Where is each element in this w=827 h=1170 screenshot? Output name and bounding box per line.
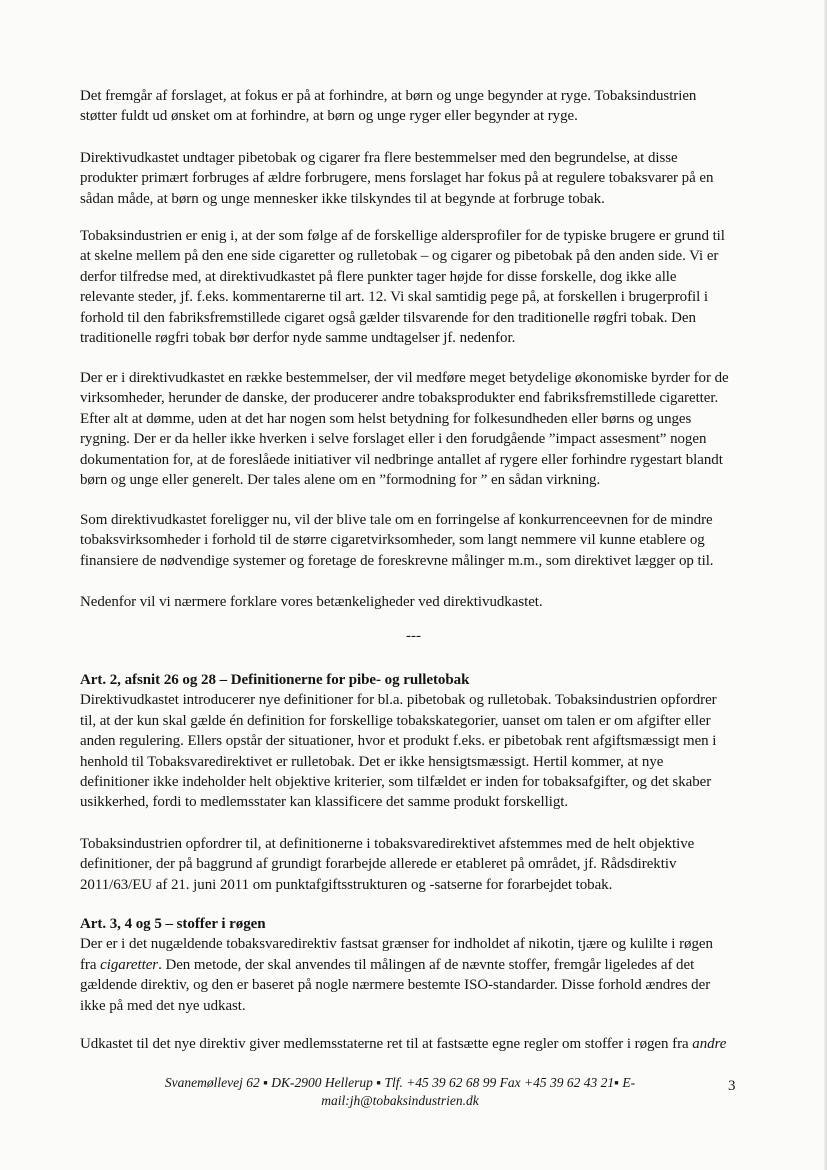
text-line: Direktivudkastet introducerer nye definitioner for bl.a. pibetobak og rulletobak. Tobaksindustrien opfordrer (80, 692, 717, 709)
text-line: forhold til den fabriksfremstillede cigaret også gælder tilsvarende for den traditionelle røgfri tobak. Den (80, 309, 696, 326)
text-line: anden regulering. Ellers opstår der situationer, hvor et produkt f.eks. er pibetobak rent afgiftsmæssigt men i (80, 733, 717, 750)
text-line: finansiere de nødvendige systemer og foretage de foreskrevne målinger m.m., som direktivet lægger op til. (80, 552, 714, 569)
section (80, 670, 750, 813)
text-line: Udkastet til det nye direktiv giver medlemsstaterne ret til at fastsætte egne regler om stoffer i røgen fra andre (80, 1036, 727, 1052)
section (80, 914, 750, 1016)
text-line: Tobaksindustrien er enig i, at der som følge af de forskellige aldersprofiler for de typiske brugere er grund til (80, 228, 725, 244)
text-line: rygning. Der er da heller ikke hverken i selve forslaget eller i den forudgående ”impact assesment” nogen (80, 431, 707, 448)
section-heading: Art. 3, 4 og 5 – stoffer i røgen (80, 916, 266, 932)
text-line: Der er i direktivudkastet en række bestemmelser, der vil medføre meget betydelige økonomiske byrder for de (80, 370, 729, 386)
paragraph (80, 86, 750, 127)
text-line: Nedenfor vil vi nærmere forklare vores betænkeligheder ved direktivudkastet. (80, 594, 543, 610)
paragraph (80, 834, 750, 895)
text-line: definitioner, der på baggrund af grundigt forarbejde allerede er etableret på området, jf. Rådsdirektiv (80, 856, 677, 873)
text-line: til, at der kun skal gælde én definition for forskellige tobakskategorier, uanset om talen er om afgifter eller (80, 712, 711, 729)
paragraph (80, 510, 750, 571)
text-line: fra cigaretter. Den metode, der skal anvendes til målingen af de nævnte stoffer, fremgår ligeledes af det (80, 956, 695, 973)
text-line: Det fremgår af forslaget, at fokus er på at forhindre, at børn og unge begynder at ryge. Tobaksindustrien (80, 88, 697, 104)
text-line: Som direktivudkastet foreligger nu, vil der blive tale om en forringelse af konkurrenceevnen for de mindre (80, 512, 713, 528)
text-line: virksomheder, herunder de danske, der producerer andre tobaksprodukter end fabriksfremstillede cigaretter. (80, 390, 719, 407)
paragraph (80, 226, 750, 348)
text-line: børn og unge eller generelt. Der tales alene om en ”formodning for ” en sådan virkning. (80, 472, 601, 489)
paragraph (80, 592, 750, 612)
paragraph (80, 368, 750, 490)
text-line: derfor tilfredse med, at direktivudkastet på flere punkter tager højde for disse forskelle, dog ikke alle (80, 268, 677, 285)
text-line: Direktivudkastet undtager pibetobak og cigarer fra flere bestemmelser med den begrundelse, at disse (80, 150, 678, 166)
text-line: Der er i det nugældende tobaksvaredirektiv fastsat grænser for indholdet af nikotin, tjære og kulilte i røgen (80, 936, 713, 953)
text-line: traditionelle røgfri tobak bør derfor nyde samme undtagelser jf. nedenfor. (80, 330, 516, 347)
section-separator: --- (406, 628, 421, 644)
text-line: støtter fuldt ud ønsket om at forhindre, at børn og unge ryger eller begynder at ryge. (80, 108, 578, 125)
page-number: 3 (728, 1078, 736, 1094)
text-line: usikkerhed, fordi to medlemsstater kan klassificere det samme produkt forskelligt. (80, 794, 569, 811)
text-line: produkter primært forbruges af ældre forbrugere, mens forslaget har fokus på at regulere tobaksvarer på en (80, 170, 714, 187)
text-line: dokumentation for, at de foreslåede initiativer vil nedbringe antallet af rygere eller forhindre rygestart blandt (80, 451, 723, 468)
text-line: ikke på med det nye udkast. (80, 997, 246, 1014)
text-line: henhold til Tobaksvaredirektivet er rulletobak. Det er ikke hensigtsmæssigt. Hertil kommer, at nye (80, 753, 664, 770)
text-line: 2011/63/EU af 21. juni 2011 om punktafgiftsstrukturen og -satserne for forarbejdet tobak. (80, 876, 613, 893)
text-line: relevante steder, jf. f.eks. kommentarerne til art. 12. Vi skal samtidig pege på, at forskellen i brugerprofil i (80, 289, 709, 306)
text-line: at skelne mellem på den ene side cigaretter og rulletobak – og cigarer og pibetobak på den anden side. Vi er (80, 248, 719, 265)
text-line: Efter alt at dømme, uden at det har nogen som helst betydning for folkesundheden eller børns og unges (80, 410, 692, 427)
footer-email-line: mail:jh@tobaksindustrien.dk (321, 1093, 479, 1108)
page-footer (150, 1074, 650, 1110)
paragraph (80, 1034, 750, 1054)
text-line: sådan måde, at børn og unge mennesker ikke tilskyndes til at begynde at forbruge tobak. (80, 190, 605, 207)
text-line: Tobaksindustrien opfordrer til, at definitionerne i tobaksvaredirektivet afstemmes med de helt objektive (80, 836, 695, 852)
footer-address-line: Svanemøllevej 62 ▪ DK-2900 Hellerup ▪ Tlf. +45 39 62 68 99 Fax +45 39 62 43 21▪ E- (164, 1075, 636, 1090)
text-line: gældende direktiv, og den er baseret på nogle nærmere bestemte ISO-standarder. Disse forhold ændres der (80, 977, 711, 994)
section-heading: Art. 2, afsnit 26 og 28 – Definitionerne for pibe- og rulletobak (80, 672, 470, 688)
paragraph (80, 148, 750, 209)
text-line: definitioner ikke indeholder helt objektive kriterier, som tilfældet er inden for tobaksafgifter, og det skaber (80, 774, 712, 791)
text-line: tobaksvirksomheder i forhold til de større cigaretvirksomheder, som langt nemmere vil kunne etablere og (80, 532, 705, 549)
